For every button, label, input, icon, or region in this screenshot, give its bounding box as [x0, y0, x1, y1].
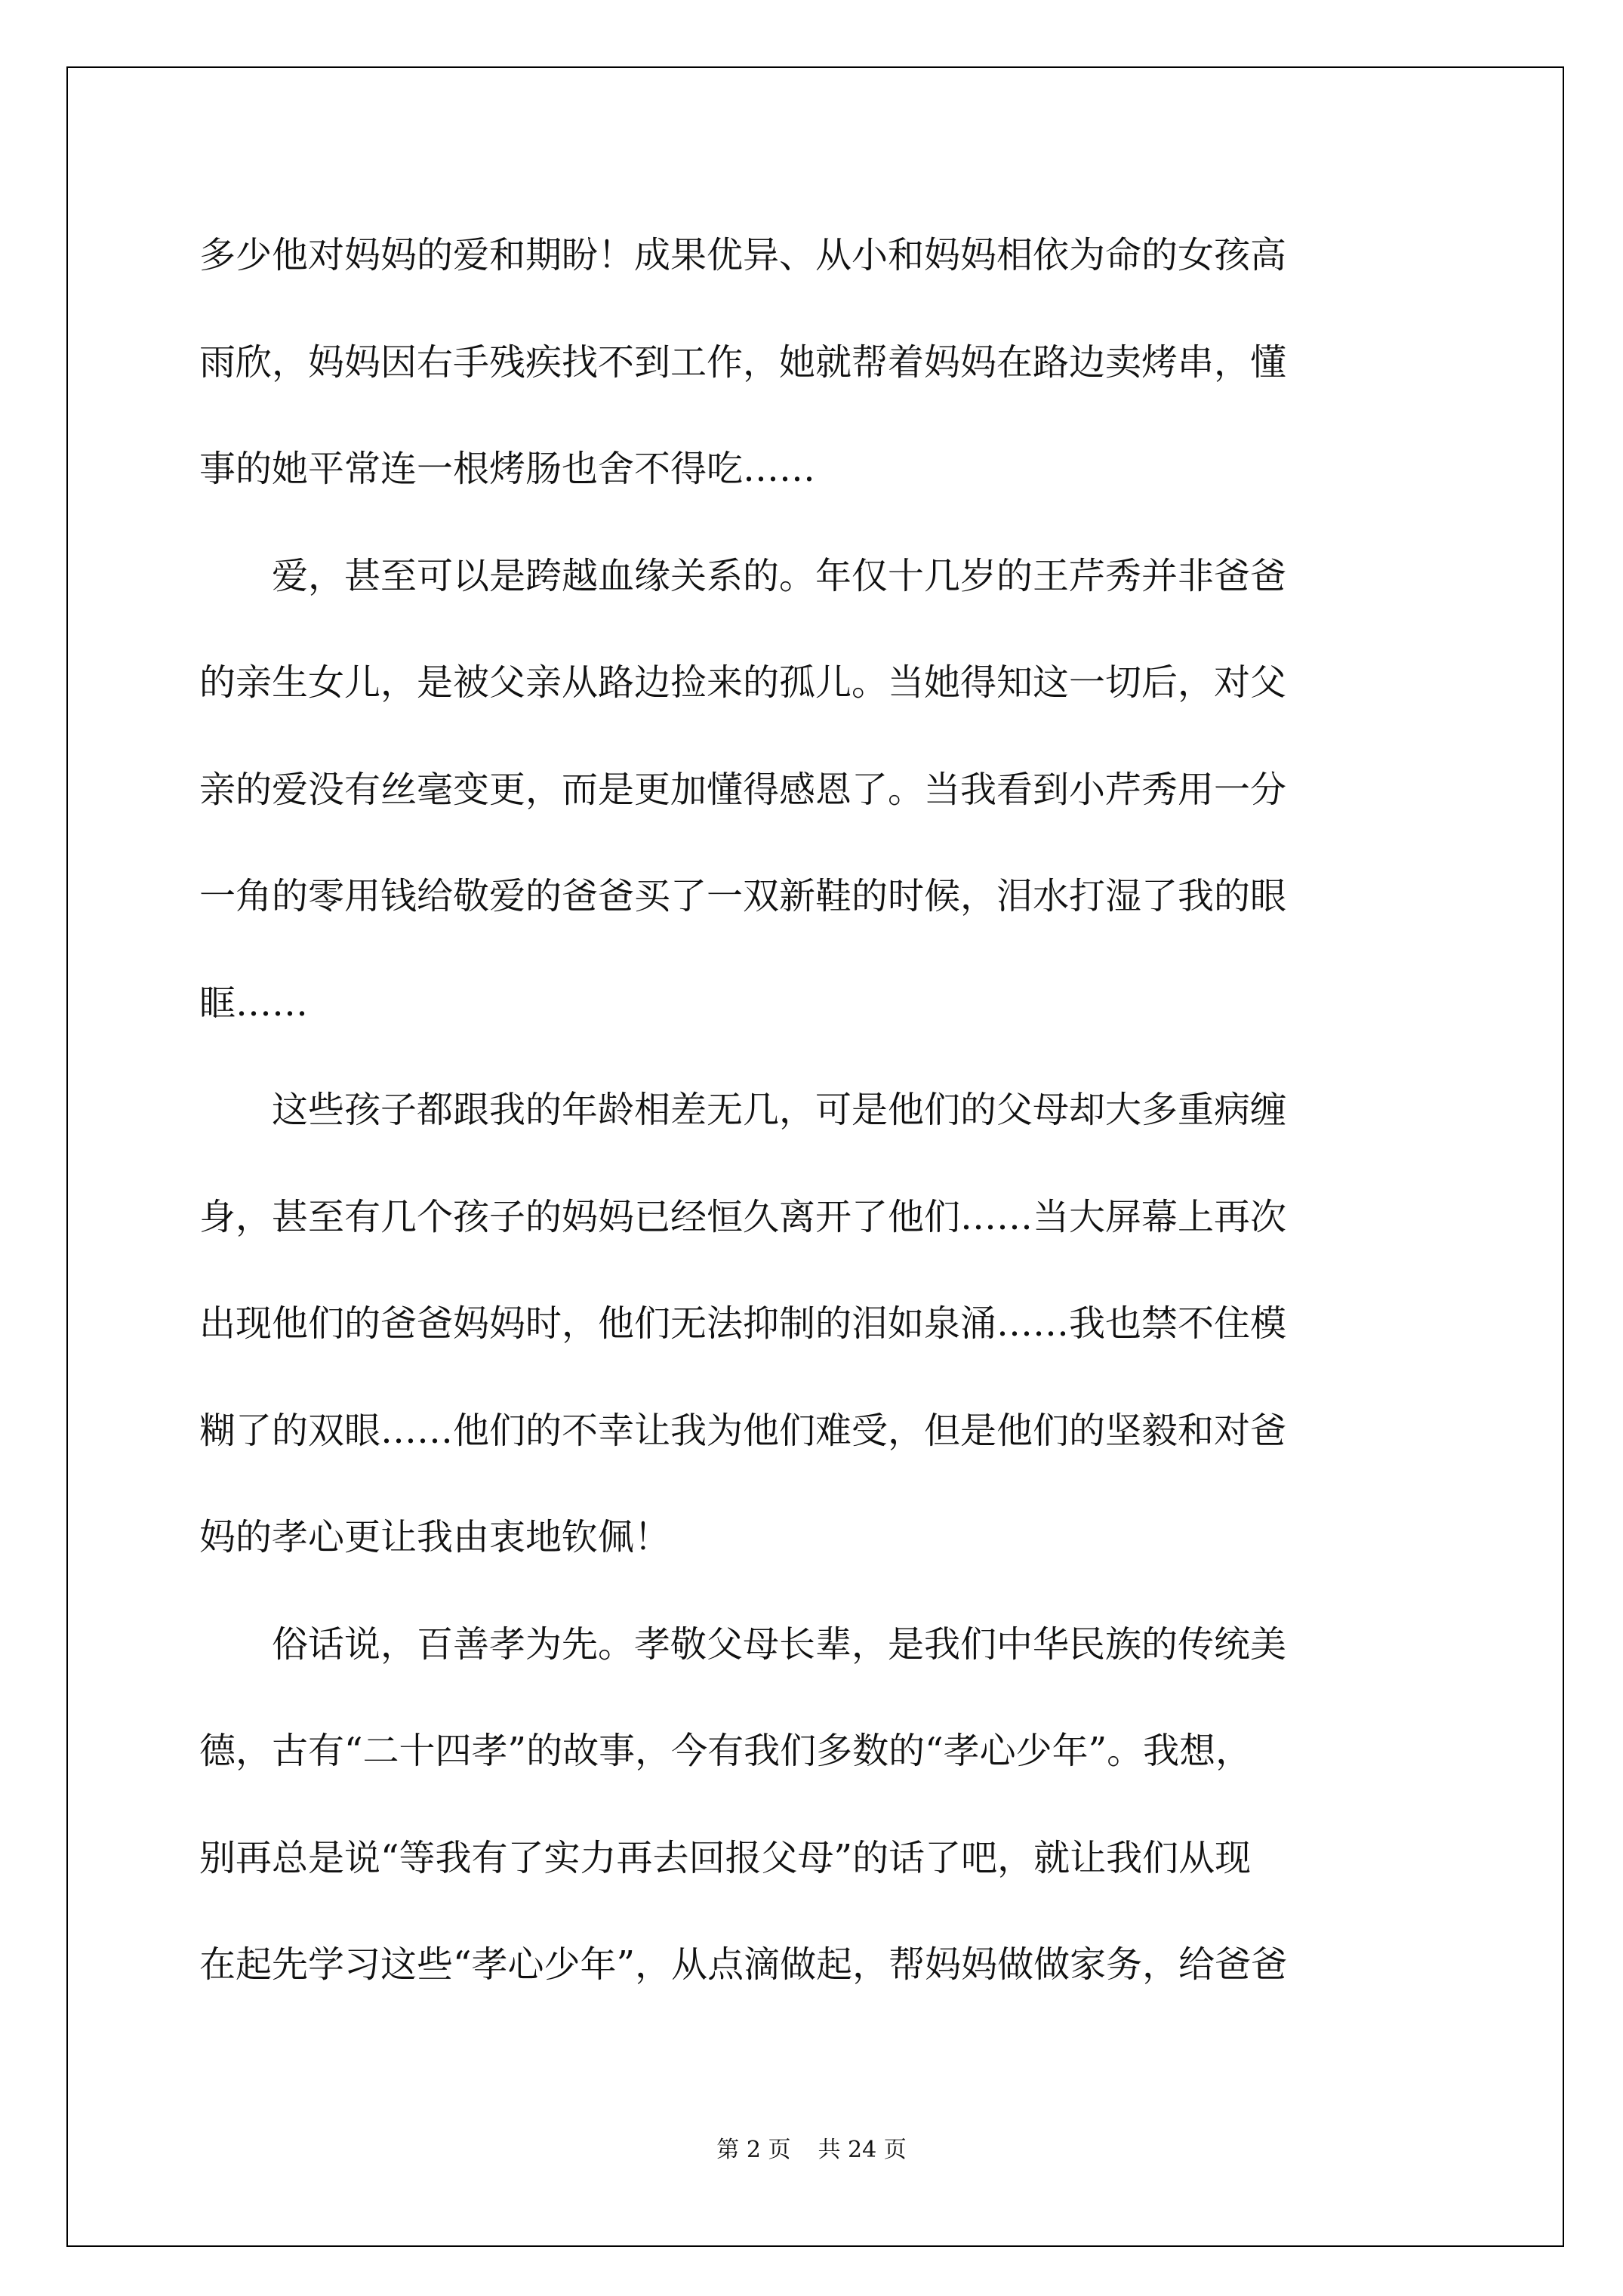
paragraph-3 — [199, 1057, 1439, 1592]
text-line: 的亲生女儿，是被父亲从路边捡来的孤儿。当她得知这一切后，对父 — [199, 661, 1287, 704]
paragraph-1 — [199, 202, 1439, 523]
text-line: 糊了的双眼……他们的不幸让我为他们难受，但是他们的坚毅和对爸 — [199, 1409, 1287, 1452]
text-line: 一角的零用钱给敬爱的爸爸买了一双新鞋的时候，泪水打湿了我的眼 — [199, 875, 1287, 917]
text-line: 身，甚至有几个孩子的妈妈已经恒久离开了他们……当大屏幕上再次 — [199, 1195, 1287, 1238]
document-body — [199, 202, 1439, 2019]
page-number: 第 2 页 — [716, 2137, 791, 2163]
paragraph-4 — [199, 1592, 1439, 2019]
text-line: 事的她平常连一根烤肠也舍不得吃…… — [199, 448, 816, 490]
page-footer — [0, 2131, 1623, 2164]
text-line: 雨欣，妈妈因右手残疾找不到工作，她就帮着妈妈在路边卖烤串，懂 — [199, 341, 1287, 384]
text-line: 眶…… — [199, 982, 309, 1025]
paragraph-2 — [199, 523, 1439, 1058]
text-line: 德，古有“二十四孝”的故事，今有我们多数的“孝心少年”。我想， — [199, 1730, 1252, 1772]
text-line: 多少他对妈妈的爱和期盼！成果优异、从小和妈妈相依为命的女孩高 — [199, 234, 1287, 276]
text-line: 这些孩子都跟我的年龄相差无几，可是他们的父母却大多重病缠 — [272, 1089, 1287, 1131]
text-line: 亲的爱没有丝毫变更，而是更加懂得感恩了。当我看到小芹秀用一分 — [199, 768, 1287, 811]
text-line: 别再总是说“等我有了实力再去回报父母”的话了吧，就让我们从现 — [199, 1836, 1252, 1879]
text-line: 在起先学习这些“孝心少年”，从点滴做起，帮妈妈做做家务，给爸爸 — [199, 1943, 1288, 1986]
page-total: 共 24 页 — [818, 2137, 907, 2163]
text-line: 爱，甚至可以是跨越血缘关系的。年仅十几岁的王芹秀并非爸爸 — [272, 554, 1287, 597]
text-line: 出现他们的爸爸妈妈时，他们无法抑制的泪如泉涌……我也禁不住模 — [199, 1302, 1287, 1345]
text-line: 俗话说，百善孝为先。孝敬父母长辈，是我们中华民族的传统美 — [272, 1623, 1287, 1666]
text-line: 妈的孝心更让我由衷地钦佩！ — [199, 1516, 671, 1558]
